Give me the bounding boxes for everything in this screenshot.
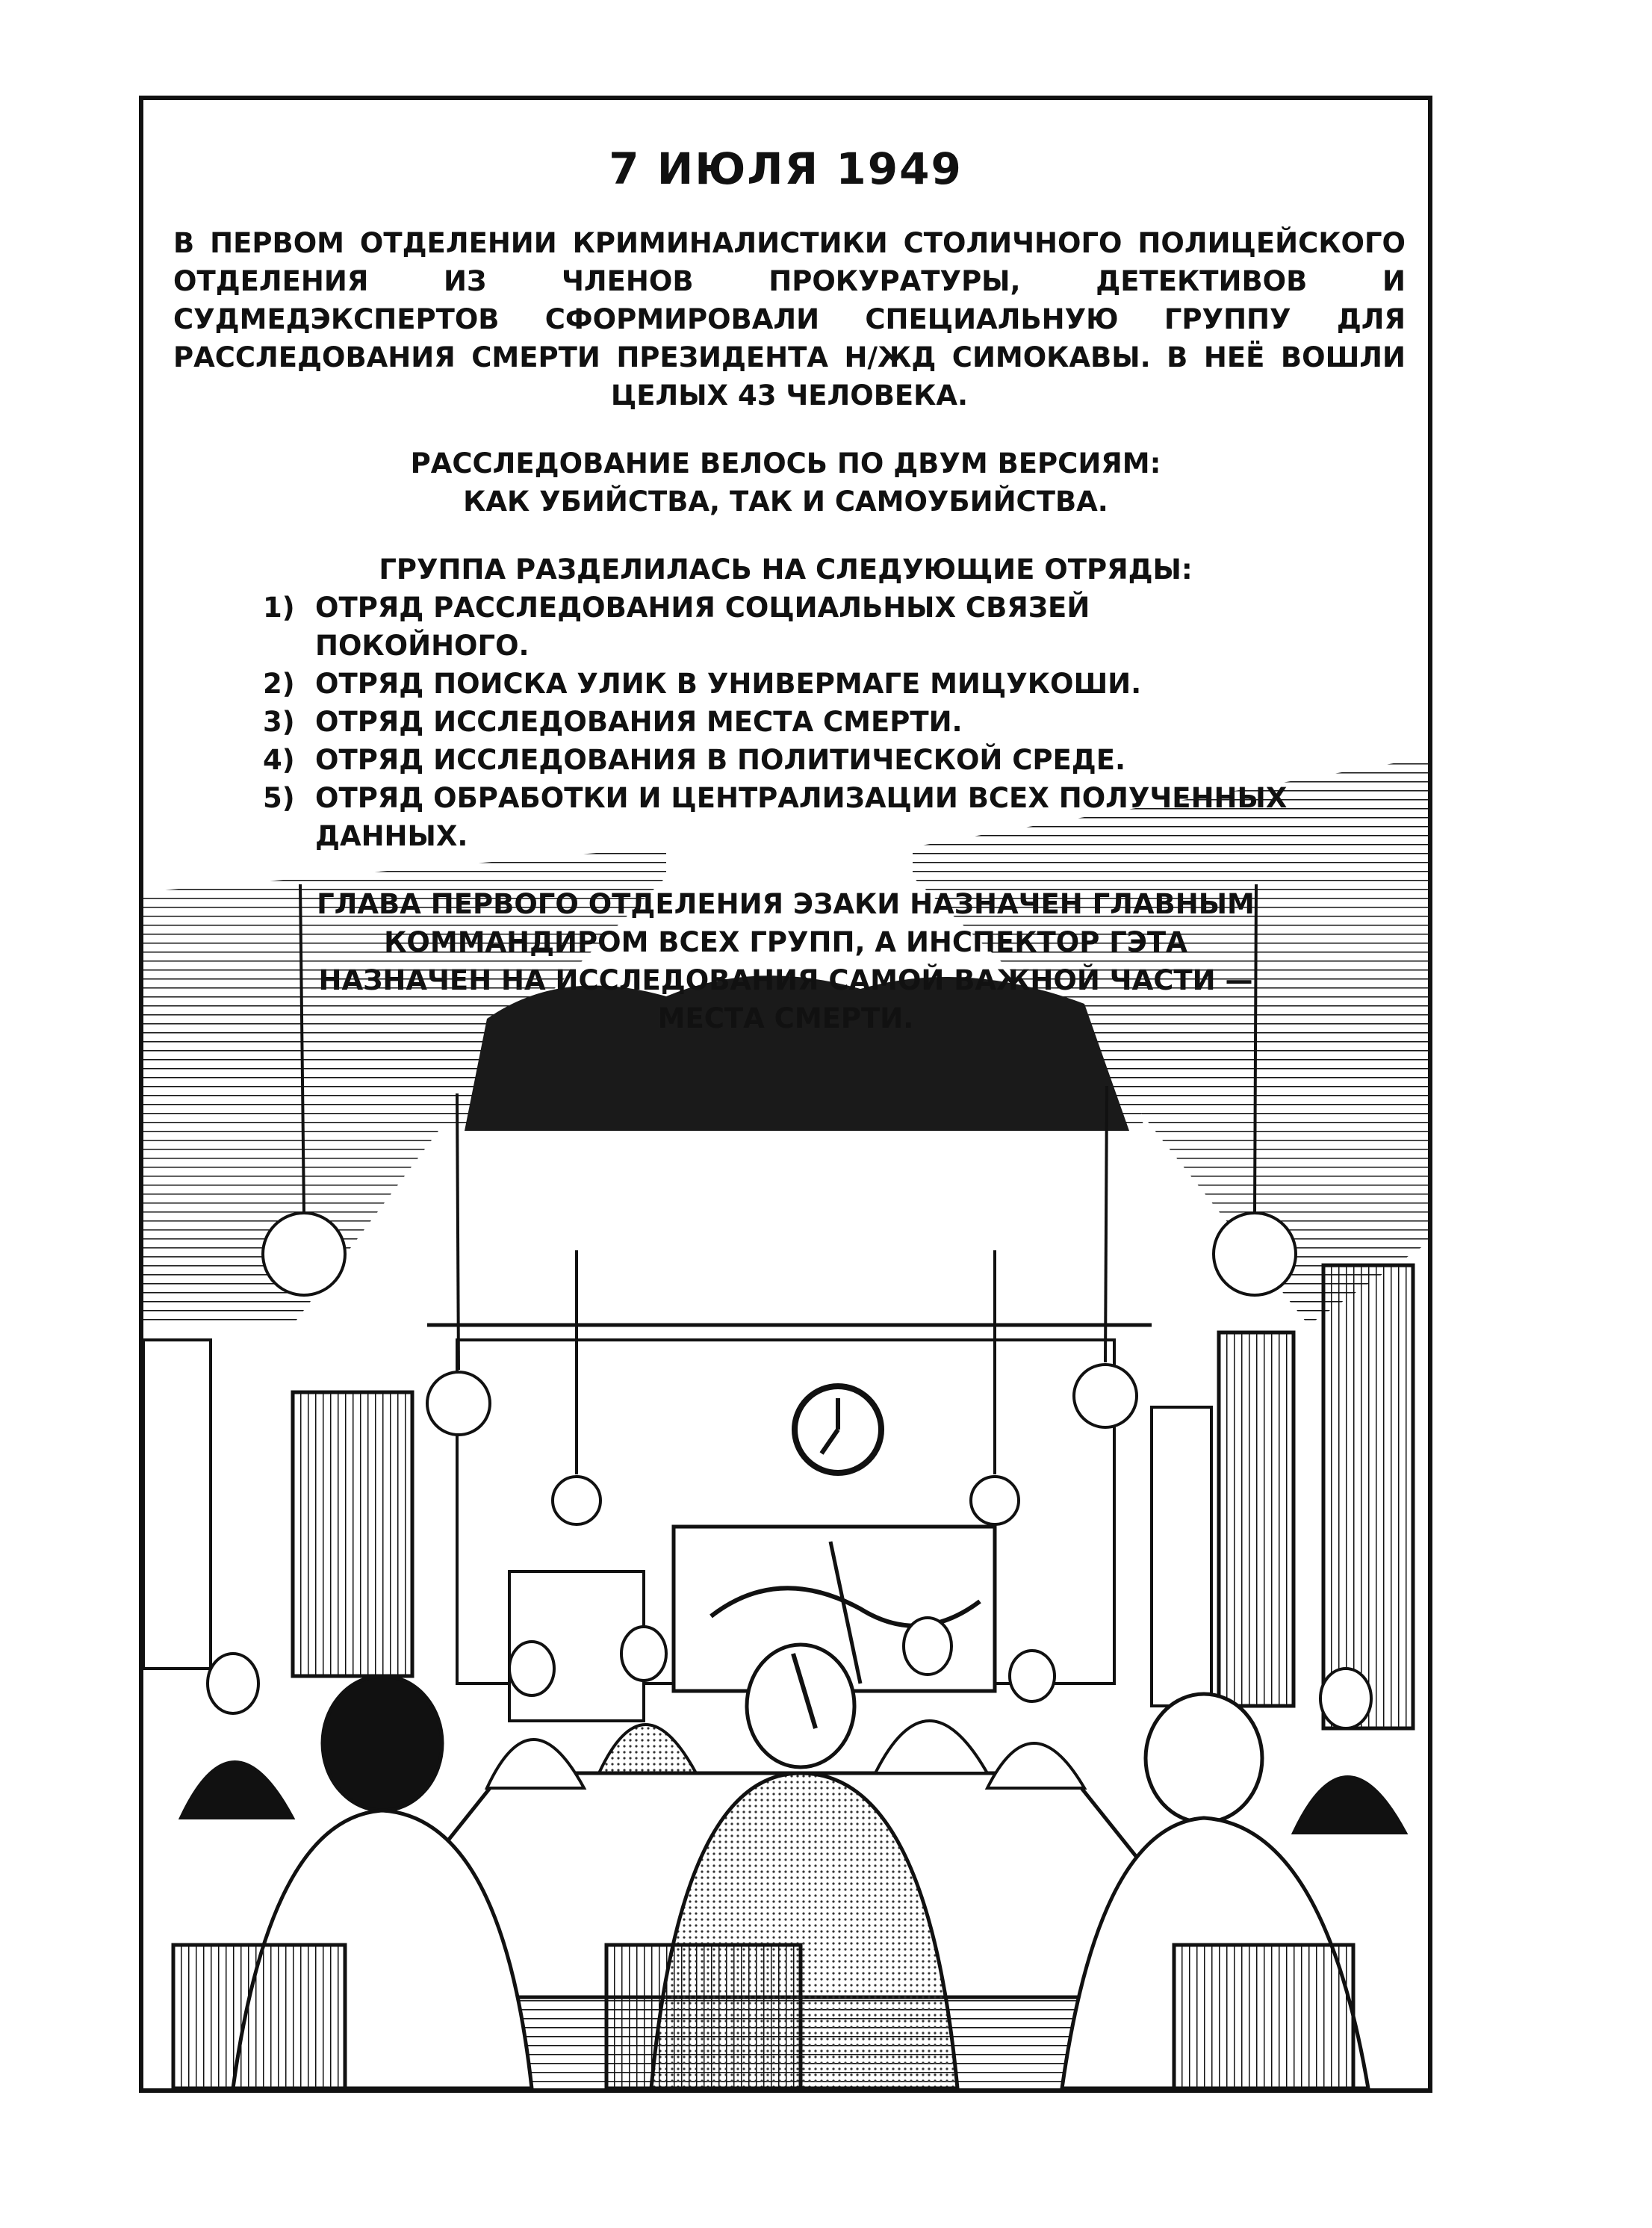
caption-paragraph-2-line-1: РАССЛЕДОВАНИЕ ВЕЛОСЬ ПО ДВУМ ВЕРСИЯМ: [410,447,1161,480]
caption-list-heading: ГРУППА РАЗДЕЛИЛАСЬ НА СЛЕДУЮЩИЕ ОТРЯДЫ: [379,553,1193,586]
caption-paragraph-2 [338,444,1234,521]
caption-paragraph-1: В ПЕРВОМ ОТДЕЛЕНИИ КРИМИНАЛИСТИКИ СТОЛИЧНОГО ПОЛИЦЕЙСКОГО ОТДЕЛЕНИЯ ИЗ ЧЛЕНОВ ПРОКУРАТУРЫ, ДЕТЕКТИВОВ И СУДМЕДЭКСПЕРТОВ СФОРМИРОВАЛИ СПЕЦИАЛЬНУЮ ГРУППУ ДЛЯ РАССЛЕДОВАНИЯ СМЕРТИ ПРЕЗИДЕНТА Н/ЖД СИМОКАВЫ. В НЕЁ ВОШЛИ ЦЕЛЫХ 43 ЧЕЛОВЕКА. [173,227,1406,412]
list-item: 4) ОТРЯД ИССЛЕДОВАНИЯ В ПОЛИТИЧЕСКОЙ СРЕДЕ. [263,744,1126,776]
comic-panel [139,96,1432,2093]
list-item: 1) ОТРЯД РАССЛЕДОВАНИЯ СОЦИАЛЬНЫХ СВЯЗЕЙ ПОКОЙНОГО. [263,592,1090,662]
wall-clock [795,1386,881,1473]
left-door [293,1392,412,1676]
list-item: 2) ОТРЯД ПОИСКА УЛИК В УНИВЕРМАГЕ МИЦУКОШИ. [263,668,1142,700]
right-window-2 [1323,1265,1413,1728]
narration-caption [173,143,1406,1067]
squad-list [263,589,1308,855]
right-window-1 [1219,1332,1294,1706]
list-item: 5) ОТРЯД ОБРАБОТКИ И ЦЕНТРАЛИЗАЦИИ ВСЕХ ПОЛУЧЕННЫХ ДАННЫХ. [263,782,1288,852]
left-board [143,1340,211,1669]
caption-date: 7 ИЮЛЯ 1949 [609,143,963,194]
caption-paragraph-4: ГЛАВА ПЕРВОГО ОТДЕЛЕНИЯ ЭЗАКИ НАЗНАЧЕН ГЛАВНЫМ КОММАНДИРОМ ВСЕХ ГРУПП, А ИНСПЕКТОР ГЭТА НАЗНАЧЕН НА ИССЛЕДОВАНИЯ САМОЙ ВАЖНОЙ ЧАСТИ — МЕСТА СМЕРТИ. [317,888,1255,1034]
list-item: 3) ОТРЯД ИССЛЕДОВАНИЯ МЕСТА СМЕРТИ. [263,706,963,738]
caption-paragraph-2-line-2: КАК УБИЙСТВА, ТАК И САМОУБИЙСТВА. [463,485,1108,518]
